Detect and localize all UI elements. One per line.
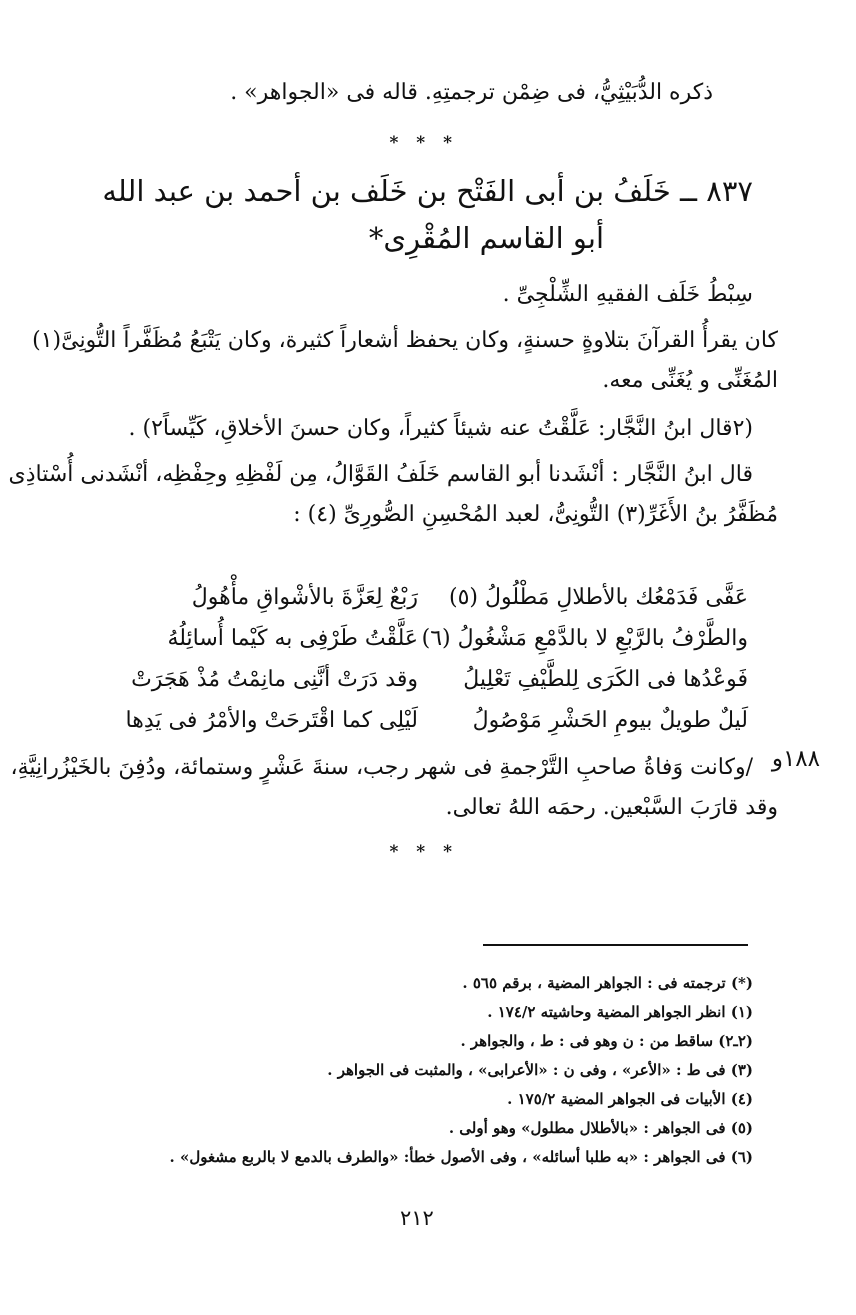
section-separator: * * * bbox=[389, 842, 458, 862]
section-separator: * * * bbox=[389, 133, 458, 153]
paragraph-death-line: /وكانت وَفاةُ صاحبِ التَّرْجمةِ فى شهر رجب، سنةَ عَشْرٍ وستمائة، ودُفِنَ بالخَيْزُرانِيَّةِ، bbox=[10, 755, 753, 780]
verse-hemistich-left: لَيلٌ طويلٌ بيومِ الحَشْرِ مَوْصُولُ bbox=[472, 708, 748, 733]
page-number: ٢١٢ bbox=[400, 1206, 434, 1230]
paragraph-quote: (٢قال ابنُ النَّجَّار: عَلَّقْتُ عنه شيئاً كثيراً، وكان حسنَ الأخلاقِ، كَيِّساً٢) . bbox=[128, 416, 753, 441]
entry-title: ٨٣٧ ــ خَلَفُ بن أبى الفَتْح بن خَلَف بن أحمد بن عبد الله bbox=[102, 174, 753, 208]
marginal-folio-note: ١٨٨و bbox=[771, 746, 820, 772]
paragraph-recitation-line: مُظَفَّرُ بنُ الأَغَرِّ(٣) التُّونِىُّ، لعبد المُحْسِنِ الصُّورِىِّ (٤) : bbox=[293, 502, 778, 527]
footnote: (٣) فى ط : «الأعر» ، وفى ن : «الأعرابى» ، والمثبت فى الجواهر . bbox=[327, 1061, 753, 1079]
footnote: (*) ترجمته فى : الجواهر المضية ، برقم ٥٦٥ . bbox=[462, 974, 753, 992]
paragraph-death-line: وقد قارَبَ السَّبْعين. رحمَه اللهُ تعالى. bbox=[445, 795, 778, 820]
footnote: (٢ـ٢) ساقط من : ن وهو فى : ط ، والجواهر . bbox=[460, 1032, 753, 1050]
verse-hemistich-right: وقد دَرَتْ أنَّنِى مانِمْتُ مُذْ هَجَرَتْ bbox=[131, 667, 418, 692]
verse-hemistich-left: فَوعْدُها فى الكَرَى لِلطَّيْفِ تَعْلِيلُ bbox=[463, 667, 748, 692]
intro-line: ذكره الدُّبَيْثِيُّ، فى ضِمْن ترجمتِهِ. قاله فى «الجواهر» . bbox=[230, 80, 713, 105]
footnote-divider bbox=[483, 944, 748, 946]
entry-subtitle: أبو القاسم المُقْرِى* bbox=[368, 221, 604, 255]
footnote: (٦) فى الجواهر : «به طلبا أسائله» ، وفى الأصول خطأ: «والطرف بالدمع لا بالربع مشغول» . bbox=[169, 1148, 753, 1166]
paragraph-biography-line: كان يقرأُ القرآنَ بتلاوةٍ حسنةٍ، وكان يحفظ أشعاراً كثيرة، وكان يَتْبَعُ مُظَفَّراً التُّونِىَّ(١) bbox=[32, 328, 778, 353]
verse-hemistich-right: لَيْلِى كما اقْتَرحَتْ والأمْرُ فى يَدِها bbox=[125, 708, 418, 733]
verse-hemistich-right: عَلَّقْتُ طَرْفِى به كَيْما أُسائِلُهُ bbox=[167, 626, 418, 651]
paragraph-lineage: سِبْطُ خَلَف الفقيهِ الشِّلْجِىِّ . bbox=[502, 282, 753, 307]
paragraph-biography-line: المُغَنِّى و يُغَنِّى معه. bbox=[602, 368, 778, 393]
verse-hemistich-left: والطَّرْفُ بالرَّبْعِ لا بالدَّمْعِ مَشْغُولُ (٦) bbox=[421, 626, 748, 651]
footnote: (٥) فى الجواهر : «بالأطلال مطلول» وهو أولى . bbox=[448, 1119, 753, 1137]
paragraph-recitation-line: قال ابنُ النَّجَّار : أنْشَدنا أبو القاسم خَلَفُ القَوَّالُ، مِن لَفْظِهِ وحِفْظِه، أنْشَدنى أُسْتاذِى bbox=[8, 462, 753, 487]
verse-hemistich-right: رَبْعٌ لِعَزَّةَ بالأشْواقِ مأْهُولُ bbox=[191, 585, 418, 610]
footnote: (٤) الأبيات فى الجواهر المضية ١٧٥/٢ . bbox=[507, 1090, 753, 1108]
verse-hemistich-left: عَفَّى فَدَمْعُك بالأطلالِ مَطْلُولُ (٥) bbox=[448, 585, 748, 610]
footnote: (١) انظر الجواهر المضية وحاشيته ١٧٤/٢ . bbox=[487, 1003, 753, 1021]
